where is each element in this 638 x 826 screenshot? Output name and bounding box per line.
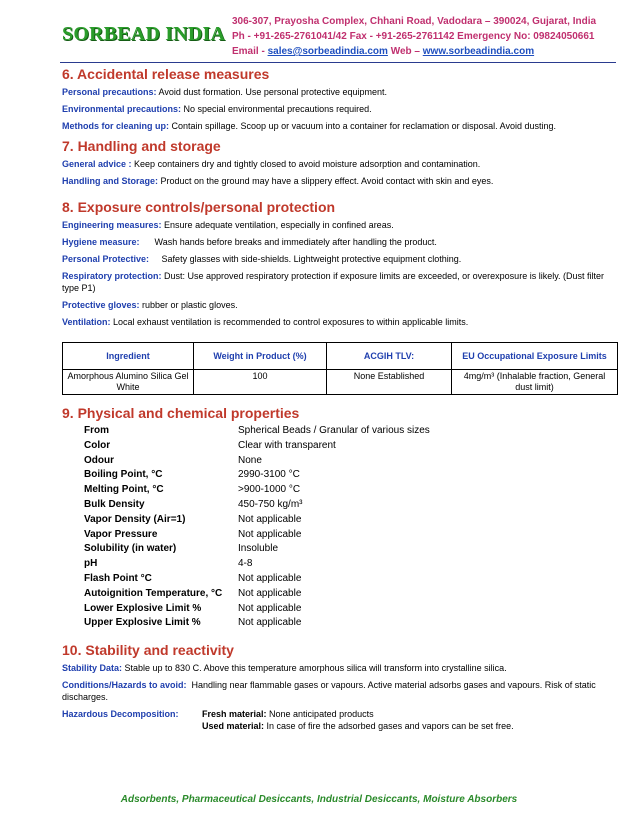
address: 306-307, Prayosha Complex, Chhani Road, Vadodara – 390024, Gujarat, India xyxy=(232,16,597,27)
footer-tagline: Adsorbents, Pharmaceutical Desiccants, Industrial Desiccants, Moisture Absorbers xyxy=(120,794,518,805)
s8-item: Ventilation: Local exhaust ventilation is recommended to control exposures to within applicable limits. xyxy=(62,317,469,327)
s8-item: Hygiene measure: Wash hands before breaks and immediately after handling the product. xyxy=(62,237,437,247)
s6-item: Personal precautions: Avoid dust formation. Use personal protective equipment. xyxy=(62,87,387,97)
section-6-title: 6. Accidental release measures xyxy=(62,66,270,82)
web-label: Web – xyxy=(390,46,423,57)
col-header: EU Occupational Exposure Limits xyxy=(452,343,618,370)
s8-item: Respiratory protection: Dust: Use approved respiratory protection if exposure limits are exceeded, or overexposure is likely. (Dust filter type P1) xyxy=(62,271,605,293)
email-link[interactable]: sales@sorbeadindia.com xyxy=(267,46,388,57)
table-cell: 4mg/m³ (Inhalable fraction, General dust limit) xyxy=(452,370,618,395)
property-row: From Spherical Beads / Granular of various sizes xyxy=(84,425,430,436)
s6-item: Methods for cleaning up: Contain spillage. Scoop up or vacuum into a container for reclamation or disposal. Avoid dusting. xyxy=(62,121,557,131)
col-header: Ingredient xyxy=(63,343,194,370)
contact-block xyxy=(232,14,596,59)
s10-item: Stability Data: Stable up to 830 C. Above this temperature amorphous silica will transform into crystalline silica. xyxy=(62,663,507,674)
properties-list xyxy=(84,425,618,632)
col-header: ACGIH TLV: xyxy=(327,343,452,370)
section-8-title: 8. Exposure controls/personal protection xyxy=(62,199,336,215)
header-divider xyxy=(60,62,616,63)
document-body xyxy=(62,66,618,732)
property-row: Autoignition Temperature, °C Not applicable xyxy=(84,587,302,599)
section-9-title: 9. Physical and chemical properties xyxy=(62,405,300,421)
s6-item: Environmental precautions: No special environmental precautions required. xyxy=(62,104,372,114)
table-row xyxy=(63,370,618,395)
decomp-values: Fresh material: None anticipated products Used material: In case of fire the adsorbed gases and vapors can be set free. xyxy=(202,709,514,732)
decomp-label: Hazardous Decomposition: xyxy=(62,709,179,720)
table-header-row xyxy=(63,343,618,370)
letterhead xyxy=(58,12,618,62)
property-row: Vapor Density (Air=1) Not applicable xyxy=(84,513,302,525)
s7-item: General advice : Keep containers dry and tightly closed to avoid moisture adsorption and contamination. xyxy=(62,159,481,169)
web-link[interactable]: www.sorbeadindia.com xyxy=(422,46,535,57)
property-row: Lower Explosive Limit % Not applicable xyxy=(84,602,302,614)
property-row: pH 4-8 xyxy=(84,558,253,570)
property-row: Odour None xyxy=(84,454,262,466)
section-7-title: 7. Handling and storage xyxy=(62,138,221,154)
s10-item: Conditions/Hazards to avoid: Handling near flammable gases or vapours. Active material adsorbs gases and vapours. Risk of static discharges. xyxy=(62,680,599,703)
property-row: Bulk Density 450-750 kg/m³ xyxy=(84,498,303,510)
table-cell: None Established xyxy=(327,370,452,395)
email-web-line xyxy=(232,44,596,59)
property-row: Vapor Pressure Not applicable xyxy=(84,528,302,540)
property-row: Upper Explosive Limit % Not applicable xyxy=(84,617,302,629)
property-row: Boiling Point, °C 2990-3100 °C xyxy=(84,469,300,481)
s8-item: Engineering measures: Ensure adequate ventilation, especially in confined areas. xyxy=(62,220,394,230)
hazardous-decomposition xyxy=(62,708,618,732)
property-row: Color Clear with transparent xyxy=(84,439,336,451)
col-header: Weight in Product (%) xyxy=(194,343,327,370)
table-cell: 100 xyxy=(194,370,327,395)
property-row: Solubility (in water) Insoluble xyxy=(84,543,279,555)
section-10-title: 10. Stability and reactivity xyxy=(62,642,234,659)
property-row: Melting Point, °C >900-1000 °C xyxy=(84,484,301,496)
s8-item: Protective gloves: rubber or plastic gloves. xyxy=(62,300,238,310)
ingredient-table xyxy=(62,342,618,395)
email-label: Email - xyxy=(232,46,268,57)
s8-item: Personal Protective: Safety glasses with side-shields. Lightweight protective equipment clothing. xyxy=(62,254,462,264)
phone-line: Ph - +91-265-2761041/42 Fax - +91-265-2761142 Emergency No: 09824050661 xyxy=(232,31,595,42)
property-row: Flash Point °C Not applicable xyxy=(84,572,302,584)
company-logo: SORBEAD INDIA xyxy=(62,23,226,45)
s7-item: Handling and Storage: Product on the ground may have a slippery effect. Avoid contact with skin and eyes. xyxy=(62,176,494,186)
table-cell: Amorphous Alumino Silica Gel White xyxy=(63,370,194,395)
